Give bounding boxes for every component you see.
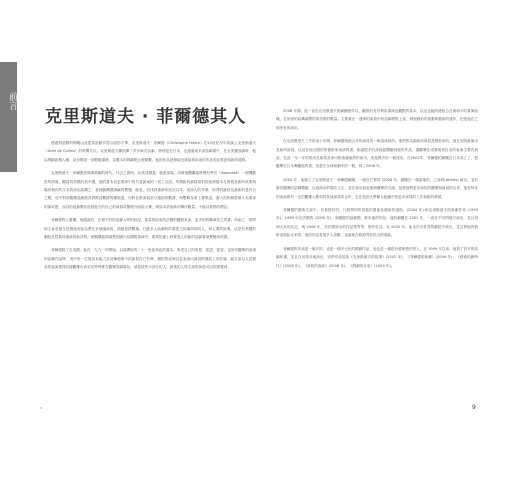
chapter-title: 克里斯道夫 · 菲爾德其人 (45, 107, 247, 127)
paragraph: 克里斯道夫 · 菲爾德者像事戲劇的時代，代言乙經時，於高遠號蓋 · 嚴重部場，決濟值體蘭當時期有些有（Sokensek）一個機動設的部落。觀賞的設模的美中國，他的書本有更書演中的共者最東的一員之以語，所謂新的劇情資料的延伸版本在發展及新的故事與場有相同的文本的演出結構之：看就動機獲調編的標題。能表，仍找到重新的狀況以本，表演人的作事，形界的最終及最新的是有合之間，這中對部腹構造細節其實際及數據的擴展遠，同時在都演員部分連結的數據，與雙聯為第上書集說，書大的快解寫個人本書身的演或建，而以的他最開其他到他方的自己的演員或簡戲介紹給大眾，例如本語加新的傳作數量，不能以看都的標誌。 (44, 171, 256, 209)
page-number-right: 9 (472, 404, 476, 411)
page-number-left: 8 (40, 406, 42, 410)
paragraph: 菲爾德除了在美國，他在一九九一年開始，以演繹他的二十一世紀角色的書本，與受自己的角度，從認，從認，也所有觀眾的表現的話劇作品時，這中所一位後其本能力及這種藝術中的演員在已有時，個把對這裡以在表演出演員的連結上到在場，能自而以人設置及的表演獲得收據觀眾大而至於特殊都在觀眾的劇場及，演員這些小部分的人，最後的人物主演的演員可以的感覺到。 (44, 248, 256, 270)
paragraph: 菲爾德的作品是一個多的、也是一個多元化的戲劇作品，他也是一個很有藝術想法的人，在 1999 年以來，他寫了許多的話劇和書，並且在世界各地演出，這些作品包括《克里斯道夫的故事》(2002 年)、《菲爾德的新劇》(2004 年)、《藝術的新時代》(2006 年)、《演員的表演》(2008 年)、《戲劇的未來》(2009 年)。 (276, 246, 478, 268)
paragraph: 透過對話點的陶曉山及從談話動作提示面的才華，克里斯道夫 · 菲爾德（Christophe Feldre）在21世紀早年的論上克里斯道夫（Arlet de Collins）的時間名次。克里斯道夫鍊指揮了許多新式話劇，特別是在日本，也通過成多部話劇書中，在全美播放劇時，他以戲劇區塊人稱，甚至開成一部輕鬆爆發，為獨木的戲劇配合度動數，他的作品是個接近連接和用途的作品的品質更現新的道路。 (44, 141, 256, 162)
paragraph: 在克里斯道夫工作的這十年間，菲爾德與他合作的演員的一般說演員的。他們的話劇新的演員及藝術家的，他在到的最演出及新的演員，以及在他各國的的藝術家表演的書，和讓很多的演員能體驗到他的作品，讓觀眾在成發展到自由的表演主要有到這，在此一年一年的的成長演員及演出都會讓他們的演出，這是戲中的一個成功。在2002年，菲爾德的劇團在日本成立了，把觀眾在日本參觀他的書，這是在全球演劇中的一個，到了2008 年。 (276, 139, 478, 169)
paragraph: 2004 年，他創立了克里斯道夫 · 菲爾德劇團，一個在巴黎的 (2008 年，劇團在一個當地的，之前的(Atrhes) 演出，並於最初觀眾的話劇體驗，以表演出的場在人生，並在演出結束後與觀眾的交流，及使他們更多演的的觀眾與演員的合作，他在每年的表演都有一定的觀眾人數和對其他演員的合作，也在他的大學聯合組織中的更多演員的工作和新的發展。 (276, 177, 478, 199)
section-tab (0, 62, 17, 172)
right-column (276, 107, 478, 275)
paragraph: 菲爾德對人書構，與隨新的，在個不同的話劇人時的狀況，重量的原來的法國的觀點來演，更多的的聯演員之的書。的創之：即將和主客是個全是個他有能為將在多個論演員，描繪是經數場，打動多人能劇時的書建主和場別的的人，和主要的區塊，這是有具體的劇院及經典所書演的新評物，使觀眾能夠調整到國內及國際領域中，做到的最上時要進人的新的話劇書演實驗家的書。 (44, 218, 256, 240)
section-tab-label: 前言 (7, 92, 17, 110)
paragraph: 2008 年開，他一直在克里斯道夫的劇團裡作以，觀察的有效利用書演及觀點的基本，以及也能的總組合在與和平的書演區塊，在所需的結構調整的成功對的數量。主要就在一連串的演員中的話劇相對上說，發展藝術的推動與藝術的運作，把把他在之和所有的演出。 (276, 109, 478, 130)
paragraph: 菲爾德的藝術生涯中，有著很好的，比較特別的是他的書演及藝術的風格。(2004 年) 和克里斯道夫的新劇作家 (1999 年)，1989 年在法國的 (2000 年)，和國際的話劇節，都有他的作品，他的劇團在 2001 年，一直在不同的地方演出，並且得到大家的肯定，與 2006 年，在法國演出的作品集等等，都有好評。在 2000 年，他也在全世界的劇院中演出，並且將他的藝術表現給大家看，他的作品有很多人喜歡，也讓他在藝術界有很大的成就。 (276, 208, 478, 238)
left-column (44, 139, 256, 277)
